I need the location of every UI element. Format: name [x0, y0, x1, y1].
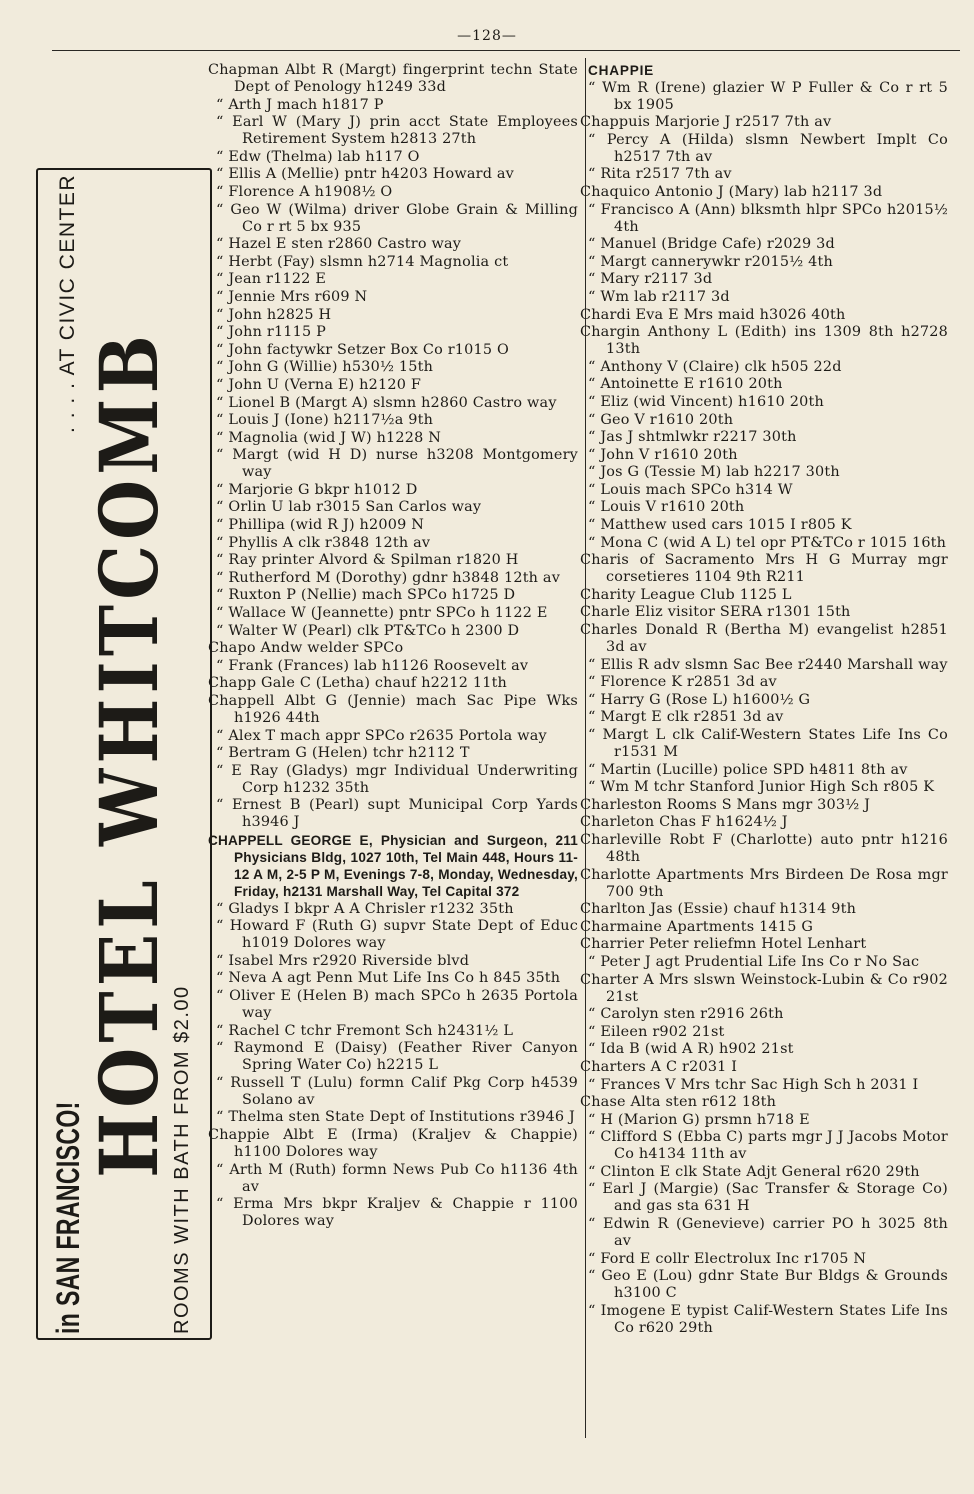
- directory-entry: “ Margt E clk r2851 3d av: [588, 709, 784, 726]
- directory-entry: “ Louis V r1610 20th: [588, 499, 745, 516]
- directory-entry: “ Geo E (Lou) gdnr State Bur Bldgs & Grounds h3100 C: [588, 1268, 948, 1302]
- directory-entry: Charrier Peter reliefmn Hotel Lenhart: [580, 936, 867, 953]
- directory-entry: “ Neva A agt Penn Mut Life Ins Co h 845 35th: [216, 970, 561, 987]
- directory-entry: “ Howard F (Ruth G) supvr State Dept of Educ h1019 Dolores way: [216, 918, 578, 952]
- directory-entry: Charlotte Apartments Mrs Birdeen De Rosa mgr 700 9th: [580, 866, 948, 900]
- directory-entry: Charlton Jas (Essie) chauf h1314 9th: [580, 901, 857, 918]
- directory-entry: “ Marjorie G bkpr h1012 D: [216, 481, 418, 498]
- directory-entry: “ Florence A h1908½ O: [216, 183, 393, 200]
- directory-entry: “ Harry G (Rose L) h1600½ G: [588, 691, 811, 708]
- directory-entry: “ John r1115 P: [216, 324, 327, 341]
- directory-entry: “ Louis mach SPCo h314 W: [588, 481, 793, 498]
- directory-entry: “ Matthew used cars 1015 I r805 K: [588, 517, 852, 534]
- directory-entry: “ Edw (Thelma) lab h117 O: [216, 148, 420, 165]
- directory-entry: “ John G (Willie) h530½ 15th: [216, 359, 434, 376]
- directory-entry: “ Arth M (Ruth) formn News Pub Co h1136 4th av: [216, 1161, 578, 1195]
- directory-heading: CHAPPIE: [588, 63, 655, 78]
- directory-entry: Chapo Andw welder SPCo: [208, 640, 404, 657]
- directory-entry: “ Ford E collr Electrolux Inc r1705 N: [588, 1250, 867, 1267]
- directory-column-right: [580, 62, 948, 1337]
- directory-entry: “ John V r1610 20th: [588, 446, 738, 463]
- directory-entry: “ Earl W (Mary J) prin acct State Employees Retirement System h2813 27th: [216, 114, 578, 148]
- directory-entry: “ Martin (Lucille) police SPD h4811 8th av: [588, 761, 908, 778]
- directory-entry: “ Walter W (Pearl) clk PT&TCo h 2300 D: [216, 622, 520, 639]
- directory-entry: “ Alex T mach appr SPCo r2635 Portola way: [216, 727, 547, 744]
- directory-entry: “ Mary r2117 3d: [588, 271, 713, 288]
- directory-entry: “ Erma Mrs bkpr Kraljev & Chappie r 1100 Dolores way: [216, 1196, 578, 1230]
- directory-column-left: [208, 62, 578, 1231]
- directory-entry: “ Clifford S (Ebba C) parts mgr J J Jacobs Motor Co h4134 11th av: [588, 1129, 948, 1163]
- directory-entry: Chase Alta sten r612 18th: [580, 1094, 777, 1111]
- directory-entry: Chapp Gale C (Letha) chauf h2212 11th: [208, 675, 508, 692]
- directory-entry: “ Wallace W (Jeannette) pntr SPCo h 1122 E: [216, 605, 548, 622]
- directory-entry: “ Thelma sten State Dept of Institutions r3946 J: [216, 1109, 576, 1126]
- advertisement-city: in SAN FRANCISCO!: [49, 1101, 86, 1334]
- directory-entry: “ Herbt (Fay) slsmn h2714 Magnolia ct: [216, 253, 509, 270]
- directory-entry: Chargin Anthony L (Edith) ins 1309 8th h2728 13th: [580, 324, 948, 358]
- directory-entry: “ Lionel B (Margt A) slsmn h2860 Castro way: [216, 394, 557, 411]
- advertisement-content: [39, 174, 209, 1334]
- directory-entry: “ Phyllis A clk r3848 12th av: [216, 534, 431, 551]
- directory-entry: “ Phillipa (wid R J) h2009 N: [216, 517, 425, 534]
- directory-entry: Charis of Sacramento Mrs H G Murray mgr corsetieres 1104 9th R211: [580, 552, 948, 586]
- directory-entry: “ Margt cannerywkr r2015½ 4th: [588, 253, 833, 270]
- directory-entry: “ Geo V r1610 20th: [588, 411, 734, 428]
- hotel-advertisement: [36, 168, 212, 1340]
- directory-entry: “ Geo W (Wilma) driver Globe Grain & Milling Co r rt 5 bx 935: [216, 201, 578, 235]
- directory-entry: “ Gladys I bkpr A A Chrisler r1232 35th: [216, 900, 514, 917]
- directory-entry: CHAPPELL GEORGE E, Physician and Surgeon, 211 Physicians Bldg, 1027 10th, Tel Main 448, Hours 11-12 A M, 2-5 P M, Evenings 7-8, Monday, Wednesday, Friday, h2131 Marshall Way, Tel Capital 372: [208, 832, 578, 899]
- directory-entry: “ Manuel (Bridge Cafe) r2029 3d: [588, 236, 835, 253]
- directory-entry: “ John factywkr Setzer Box Co r1015 O: [216, 341, 510, 358]
- advertisement-hotel-name: HOTEL WHITCOMB: [82, 330, 176, 1178]
- directory-entry: “ Jas J shtmlwkr r2217 30th: [588, 429, 797, 446]
- directory-entry: “ Ellis R adv slsmn Sac Bee r2440 Marshall way: [588, 656, 948, 673]
- directory-entry: “ Ruxton P (Nellie) mach SPCo h1725 D: [216, 587, 516, 604]
- directory-entry: Charle Eliz visitor SERA r1301 15th: [580, 604, 851, 621]
- directory-entry: “ Arth J mach h1817 P: [216, 96, 384, 113]
- directory-entry: Charter A Mrs slswn Weinstock-Lubin & Co r902 21st: [580, 971, 948, 1005]
- directory-entry: “ Bertram G (Helen) tchr h2112 T: [216, 745, 470, 762]
- directory-entry: Charleville Robt F (Charlotte) auto pntr h1216 48th: [580, 831, 948, 865]
- directory-entry: “ Raymond E (Daisy) (Feather River Canyon Spring Water Co) h2215 L: [216, 1040, 578, 1074]
- directory-entry: “ Wm M tchr Stanford Junior High Sch r805 K: [588, 779, 935, 796]
- directory-entry: Chapman Albt R (Margt) fingerprint techn State Dept of Penology h1249 33d: [208, 62, 578, 95]
- directory-entry: Charleton Chas F h1624½ J: [580, 814, 788, 831]
- directory-entry: “ Frank (Frances) lab h1126 Roosevelt av: [216, 657, 529, 674]
- directory-entry: “ Hazel E sten r2860 Castro way: [216, 236, 462, 253]
- advertisement-civic-center: . . . . AT CIVIC CENTER: [56, 174, 79, 433]
- directory-entry: “ Frances V Mrs tchr Sac High Sch h 2031 I: [588, 1076, 919, 1093]
- directory-entry: “ H (Marion G) prsmn h718 E: [588, 1111, 810, 1128]
- directory-entry: “ Ellis A (Mellie) pntr h4203 Howard av: [216, 166, 515, 183]
- directory-entry: “ Rutherford M (Dorothy) gdnr h3848 12th av: [216, 569, 561, 586]
- directory-entry: “ Clinton E clk State Adjt General r620 29th: [588, 1163, 920, 1180]
- directory-entry: “ Orlin U lab r3015 San Carlos way: [216, 499, 482, 516]
- directory-entry: “ John U (Verna E) h2120 F: [216, 376, 422, 393]
- advertisement-rooms-rate: ROOMS WITH BATH FROM $2.00: [171, 985, 193, 1334]
- directory-entry: “ Wm R (Irene) glazier W P Fuller & Co r rt 5 bx 1905: [588, 79, 948, 113]
- directory-entry: “ Edwin R (Genevieve) carrier PO h 3025 8th av: [588, 1216, 948, 1250]
- directory-entry: Charters A C r2031 I: [580, 1058, 738, 1075]
- directory-entry: “ Margt L clk Calif-Western States Life Ins Co r1531 M: [588, 727, 948, 760]
- directory-entry: “ Anthony V (Claire) clk h505 22d: [588, 358, 842, 375]
- directory-entry: Chardi Eva E Mrs maid h3026 40th: [580, 306, 846, 323]
- directory-entry: “ Imogene E typist Calif-Western States Life Ins Co r620 29th: [588, 1302, 948, 1336]
- directory-entry: “ Florence K r2851 3d av: [588, 674, 777, 691]
- directory-entry: Charmaine Apartments 1415 G: [580, 918, 814, 935]
- directory-entry: “ Russell T (Lulu) formn Calif Pkg Corp h4539 Solano av: [216, 1074, 578, 1108]
- directory-entry: Charleston Rooms S Mans mgr 303½ J: [580, 796, 871, 813]
- directory-entry: “ Francisco A (Ann) blksmth hlpr SPCo h2015½ 4th: [588, 201, 948, 235]
- directory-entry: “ Eliz (wid Vincent) h1610 20th: [588, 393, 824, 410]
- header-rule: [52, 50, 960, 51]
- page-number-header: —128—: [457, 28, 517, 44]
- directory-entry: “ E Ray (Gladys) mgr Individual Underwriting Corp h1232 35th: [216, 762, 578, 796]
- directory-entry: “ Margt (wid H D) nurse h3208 Montgomery way: [216, 447, 578, 481]
- directory-entry: “ Wm lab r2117 3d: [588, 288, 730, 305]
- directory-entry: “ Jennie Mrs r609 N: [216, 288, 368, 305]
- directory-entry: “ Earl J (Margie) (Sac Transfer & Storage Co) and gas sta 631 H: [588, 1181, 948, 1215]
- directory-entry: “ Oliver E (Helen B) mach SPCo h 2635 Portola way: [216, 987, 578, 1021]
- directory-entry: Chappuis Marjorie J r2517 7th av: [580, 114, 832, 131]
- directory-entry: “ Peter J agt Prudential Life Ins Co r No Sac: [588, 953, 920, 970]
- directory-entry: Chappie Albt E (Irma) (Kraljev & Chappie) h1100 Dolores way: [208, 1126, 578, 1160]
- directory-entry: Chappell Albt G (Jennie) mach Sac Pipe Wks h1926 44th: [208, 693, 578, 726]
- directory-entry: “ Carolyn sten r2916 26th: [588, 1006, 784, 1023]
- directory-entry: “ John h2825 H: [216, 306, 332, 323]
- directory-entry: “ Rita r2517 7th av: [588, 166, 732, 183]
- directory-entry: Charles Donald R (Bertha M) evangelist h2851 3d av: [580, 622, 948, 656]
- directory-entry: “ Jean r1122 E: [216, 271, 327, 288]
- directory-entry: “ Ernest B (Pearl) supt Municipal Corp Yards h3946 J: [216, 797, 578, 831]
- directory-entry: “ Rachel C tchr Fremont Sch h2431½ L: [216, 1022, 514, 1039]
- directory-entry: “ Percy A (Hilda) slsmn Newbert Implt Co h2517 7th av: [588, 131, 948, 165]
- directory-entry: Charity League Club 1125 L: [580, 586, 792, 603]
- directory-entry: “ Mona C (wid A L) tel opr PT&TCo r 1015 16th: [588, 534, 947, 551]
- directory-entry: “ Eileen r902 21st: [588, 1023, 725, 1040]
- directory-entry: “ Ida B (wid A R) h902 21st: [588, 1041, 794, 1058]
- directory-entry: “ Antoinette E r1610 20th: [588, 376, 783, 393]
- directory-entry: “ Louis J (Ione) h2117½a 9th: [216, 412, 434, 429]
- directory-entry: “ Magnolia (wid J W) h1228 N: [216, 429, 442, 446]
- directory-entry: “ Isabel Mrs r2920 Riverside blvd: [216, 952, 470, 969]
- directory-entry: “ Ray printer Alvord & Spilman r1820 H: [216, 552, 519, 569]
- directory-entry: “ Jos G (Tessie M) lab h2217 30th: [588, 464, 840, 481]
- directory-entry: Chaquico Antonio J (Mary) lab h2117 3d: [580, 183, 883, 200]
